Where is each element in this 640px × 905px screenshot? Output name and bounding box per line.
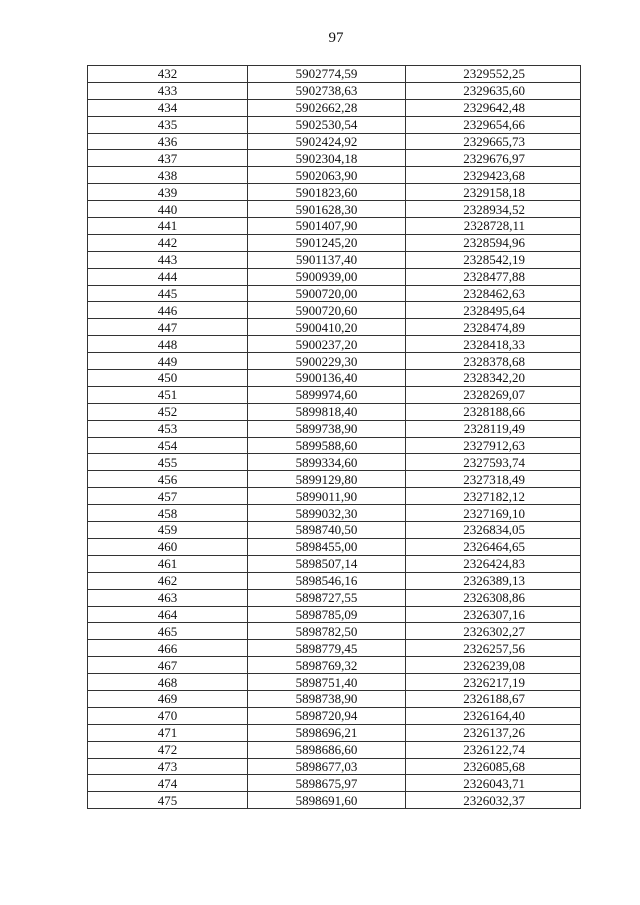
table-row bbox=[88, 640, 581, 657]
table-row bbox=[88, 538, 581, 555]
x-coordinate-cell: 5898546,16 bbox=[248, 572, 406, 589]
y-coordinate-cell: 2326257,56 bbox=[406, 640, 581, 657]
point-number-cell: 433 bbox=[88, 82, 248, 99]
table-row bbox=[88, 707, 581, 724]
table-row bbox=[88, 370, 581, 387]
table-row bbox=[88, 606, 581, 623]
y-coordinate-cell: 2326164,40 bbox=[406, 707, 581, 724]
y-coordinate-cell: 2328462,63 bbox=[406, 285, 581, 302]
y-coordinate-cell: 2329676,97 bbox=[406, 150, 581, 167]
x-coordinate-cell: 5898677,03 bbox=[248, 758, 406, 775]
table-row bbox=[88, 66, 581, 83]
y-coordinate-cell: 2326239,08 bbox=[406, 657, 581, 674]
point-number-cell: 457 bbox=[88, 488, 248, 505]
y-coordinate-cell: 2326302,27 bbox=[406, 623, 581, 640]
x-coordinate-cell: 5900720,00 bbox=[248, 285, 406, 302]
point-number-cell: 464 bbox=[88, 606, 248, 623]
point-number-cell: 432 bbox=[88, 66, 248, 83]
y-coordinate-cell: 2327182,12 bbox=[406, 488, 581, 505]
point-number-cell: 475 bbox=[88, 792, 248, 809]
y-coordinate-cell: 2328269,07 bbox=[406, 386, 581, 403]
point-number-cell: 434 bbox=[88, 99, 248, 116]
y-coordinate-cell: 2328728,11 bbox=[406, 218, 581, 235]
x-coordinate-cell: 5899974,60 bbox=[248, 386, 406, 403]
x-coordinate-cell: 5898686,60 bbox=[248, 741, 406, 758]
y-coordinate-cell: 2329665,73 bbox=[406, 133, 581, 150]
x-coordinate-cell: 5899738,90 bbox=[248, 420, 406, 437]
y-coordinate-cell: 2328934,52 bbox=[406, 201, 581, 218]
table-row bbox=[88, 623, 581, 640]
point-number-cell: 444 bbox=[88, 268, 248, 285]
x-coordinate-cell: 5902063,90 bbox=[248, 167, 406, 184]
x-coordinate-cell: 5898691,60 bbox=[248, 792, 406, 809]
y-coordinate-cell: 2329642,48 bbox=[406, 99, 581, 116]
table-row bbox=[88, 268, 581, 285]
x-coordinate-cell: 5898507,14 bbox=[248, 555, 406, 572]
x-coordinate-cell: 5901628,30 bbox=[248, 201, 406, 218]
page-number: 97 bbox=[328, 30, 344, 46]
table-row bbox=[88, 133, 581, 150]
x-coordinate-cell: 5900939,00 bbox=[248, 268, 406, 285]
table-row bbox=[88, 792, 581, 809]
table-row bbox=[88, 741, 581, 758]
table-row bbox=[88, 454, 581, 471]
table-row bbox=[88, 420, 581, 437]
table-row bbox=[88, 319, 581, 336]
x-coordinate-cell: 5898455,00 bbox=[248, 538, 406, 555]
table-row bbox=[88, 116, 581, 133]
x-coordinate-cell: 5901245,20 bbox=[248, 234, 406, 251]
y-coordinate-cell: 2328474,89 bbox=[406, 319, 581, 336]
table-row bbox=[88, 690, 581, 707]
x-coordinate-cell: 5901137,40 bbox=[248, 251, 406, 268]
point-number-cell: 461 bbox=[88, 555, 248, 572]
x-coordinate-cell: 5902530,54 bbox=[248, 116, 406, 133]
x-coordinate-cell: 5899032,30 bbox=[248, 505, 406, 522]
table-row bbox=[88, 775, 581, 792]
table-row bbox=[88, 167, 581, 184]
table-row bbox=[88, 403, 581, 420]
y-coordinate-cell: 2328594,96 bbox=[406, 234, 581, 251]
point-number-cell: 467 bbox=[88, 657, 248, 674]
point-number-cell: 468 bbox=[88, 674, 248, 691]
y-coordinate-cell: 2329158,18 bbox=[406, 184, 581, 201]
point-number-cell: 435 bbox=[88, 116, 248, 133]
y-coordinate-cell: 2326834,05 bbox=[406, 522, 581, 539]
point-number-cell: 437 bbox=[88, 150, 248, 167]
y-coordinate-cell: 2329635,60 bbox=[406, 82, 581, 99]
x-coordinate-cell: 5901407,90 bbox=[248, 218, 406, 235]
point-number-cell: 447 bbox=[88, 319, 248, 336]
point-number-cell: 458 bbox=[88, 505, 248, 522]
y-coordinate-cell: 2326424,83 bbox=[406, 555, 581, 572]
x-coordinate-cell: 5898675,97 bbox=[248, 775, 406, 792]
table-row bbox=[88, 150, 581, 167]
y-coordinate-cell: 2329423,68 bbox=[406, 167, 581, 184]
table-row bbox=[88, 251, 581, 268]
y-coordinate-cell: 2327169,10 bbox=[406, 505, 581, 522]
x-coordinate-cell: 5899129,80 bbox=[248, 471, 406, 488]
y-coordinate-cell: 2327318,49 bbox=[406, 471, 581, 488]
x-coordinate-cell: 5900229,30 bbox=[248, 353, 406, 370]
point-number-cell: 452 bbox=[88, 403, 248, 420]
point-number-cell: 466 bbox=[88, 640, 248, 657]
y-coordinate-cell: 2328119,49 bbox=[406, 420, 581, 437]
y-coordinate-cell: 2326137,26 bbox=[406, 724, 581, 741]
x-coordinate-cell: 5902424,92 bbox=[248, 133, 406, 150]
point-number-cell: 462 bbox=[88, 572, 248, 589]
y-coordinate-cell: 2326188,67 bbox=[406, 690, 581, 707]
table-row bbox=[88, 234, 581, 251]
point-number-cell: 443 bbox=[88, 251, 248, 268]
y-coordinate-cell: 2327912,63 bbox=[406, 437, 581, 454]
x-coordinate-cell: 5900136,40 bbox=[248, 370, 406, 387]
y-coordinate-cell: 2328188,66 bbox=[406, 403, 581, 420]
point-number-cell: 471 bbox=[88, 724, 248, 741]
x-coordinate-cell: 5900720,60 bbox=[248, 302, 406, 319]
point-number-cell: 473 bbox=[88, 758, 248, 775]
point-number-cell: 449 bbox=[88, 353, 248, 370]
y-coordinate-cell: 2328542,19 bbox=[406, 251, 581, 268]
y-coordinate-cell: 2328477,88 bbox=[406, 268, 581, 285]
x-coordinate-cell: 5898782,50 bbox=[248, 623, 406, 640]
table-row bbox=[88, 505, 581, 522]
point-number-cell: 460 bbox=[88, 538, 248, 555]
table-row bbox=[88, 285, 581, 302]
x-coordinate-cell: 5898727,55 bbox=[248, 589, 406, 606]
x-coordinate-cell: 5902774,59 bbox=[248, 66, 406, 83]
y-coordinate-cell: 2328342,20 bbox=[406, 370, 581, 387]
table-row bbox=[88, 302, 581, 319]
x-coordinate-cell: 5898779,45 bbox=[248, 640, 406, 657]
point-number-cell: 459 bbox=[88, 522, 248, 539]
table-row bbox=[88, 589, 581, 606]
y-coordinate-cell: 2326085,68 bbox=[406, 758, 581, 775]
point-number-cell: 439 bbox=[88, 184, 248, 201]
point-number-cell: 448 bbox=[88, 336, 248, 353]
y-coordinate-cell: 2326307,16 bbox=[406, 606, 581, 623]
point-number-cell: 451 bbox=[88, 386, 248, 403]
table-row bbox=[88, 471, 581, 488]
coordinates-table bbox=[87, 65, 581, 809]
point-number-cell: 474 bbox=[88, 775, 248, 792]
x-coordinate-cell: 5900237,20 bbox=[248, 336, 406, 353]
point-number-cell: 446 bbox=[88, 302, 248, 319]
y-coordinate-cell: 2328495,64 bbox=[406, 302, 581, 319]
x-coordinate-cell: 5899588,60 bbox=[248, 437, 406, 454]
table-row bbox=[88, 657, 581, 674]
point-number-cell: 436 bbox=[88, 133, 248, 150]
x-coordinate-cell: 5902738,63 bbox=[248, 82, 406, 99]
x-coordinate-cell: 5900410,20 bbox=[248, 319, 406, 336]
x-coordinate-cell: 5898769,32 bbox=[248, 657, 406, 674]
point-number-cell: 454 bbox=[88, 437, 248, 454]
point-number-cell: 456 bbox=[88, 471, 248, 488]
table-row bbox=[88, 555, 581, 572]
table-row bbox=[88, 386, 581, 403]
x-coordinate-cell: 5899818,40 bbox=[248, 403, 406, 420]
coordinates-table-body bbox=[88, 66, 581, 809]
table-row bbox=[88, 82, 581, 99]
point-number-cell: 463 bbox=[88, 589, 248, 606]
table-row bbox=[88, 353, 581, 370]
table-row bbox=[88, 184, 581, 201]
table-row bbox=[88, 437, 581, 454]
point-number-cell: 470 bbox=[88, 707, 248, 724]
x-coordinate-cell: 5899334,60 bbox=[248, 454, 406, 471]
y-coordinate-cell: 2329654,66 bbox=[406, 116, 581, 133]
point-number-cell: 441 bbox=[88, 218, 248, 235]
x-coordinate-cell: 5898738,90 bbox=[248, 690, 406, 707]
point-number-cell: 445 bbox=[88, 285, 248, 302]
x-coordinate-cell: 5898740,50 bbox=[248, 522, 406, 539]
point-number-cell: 440 bbox=[88, 201, 248, 218]
y-coordinate-cell: 2328418,33 bbox=[406, 336, 581, 353]
y-coordinate-cell: 2328378,68 bbox=[406, 353, 581, 370]
y-coordinate-cell: 2326389,13 bbox=[406, 572, 581, 589]
table-row bbox=[88, 336, 581, 353]
table-row bbox=[88, 218, 581, 235]
y-coordinate-cell: 2329552,25 bbox=[406, 66, 581, 83]
point-number-cell: 442 bbox=[88, 234, 248, 251]
table-row bbox=[88, 488, 581, 505]
y-coordinate-cell: 2326032,37 bbox=[406, 792, 581, 809]
point-number-cell: 438 bbox=[88, 167, 248, 184]
point-number-cell: 453 bbox=[88, 420, 248, 437]
y-coordinate-cell: 2326464,65 bbox=[406, 538, 581, 555]
point-number-cell: 465 bbox=[88, 623, 248, 640]
table-row bbox=[88, 572, 581, 589]
table-row bbox=[88, 674, 581, 691]
y-coordinate-cell: 2327593,74 bbox=[406, 454, 581, 471]
table-row bbox=[88, 201, 581, 218]
y-coordinate-cell: 2326308,86 bbox=[406, 589, 581, 606]
y-coordinate-cell: 2326122,74 bbox=[406, 741, 581, 758]
table-row bbox=[88, 522, 581, 539]
y-coordinate-cell: 2326043,71 bbox=[406, 775, 581, 792]
point-number-cell: 455 bbox=[88, 454, 248, 471]
point-number-cell: 469 bbox=[88, 690, 248, 707]
x-coordinate-cell: 5901823,60 bbox=[248, 184, 406, 201]
x-coordinate-cell: 5902662,28 bbox=[248, 99, 406, 116]
x-coordinate-cell: 5898696,21 bbox=[248, 724, 406, 741]
x-coordinate-cell: 5898720,94 bbox=[248, 707, 406, 724]
x-coordinate-cell: 5899011,90 bbox=[248, 488, 406, 505]
table-row bbox=[88, 724, 581, 741]
point-number-cell: 472 bbox=[88, 741, 248, 758]
table-row bbox=[88, 758, 581, 775]
table-row bbox=[88, 99, 581, 116]
x-coordinate-cell: 5902304,18 bbox=[248, 150, 406, 167]
x-coordinate-cell: 5898751,40 bbox=[248, 674, 406, 691]
x-coordinate-cell: 5898785,09 bbox=[248, 606, 406, 623]
y-coordinate-cell: 2326217,19 bbox=[406, 674, 581, 691]
point-number-cell: 450 bbox=[88, 370, 248, 387]
